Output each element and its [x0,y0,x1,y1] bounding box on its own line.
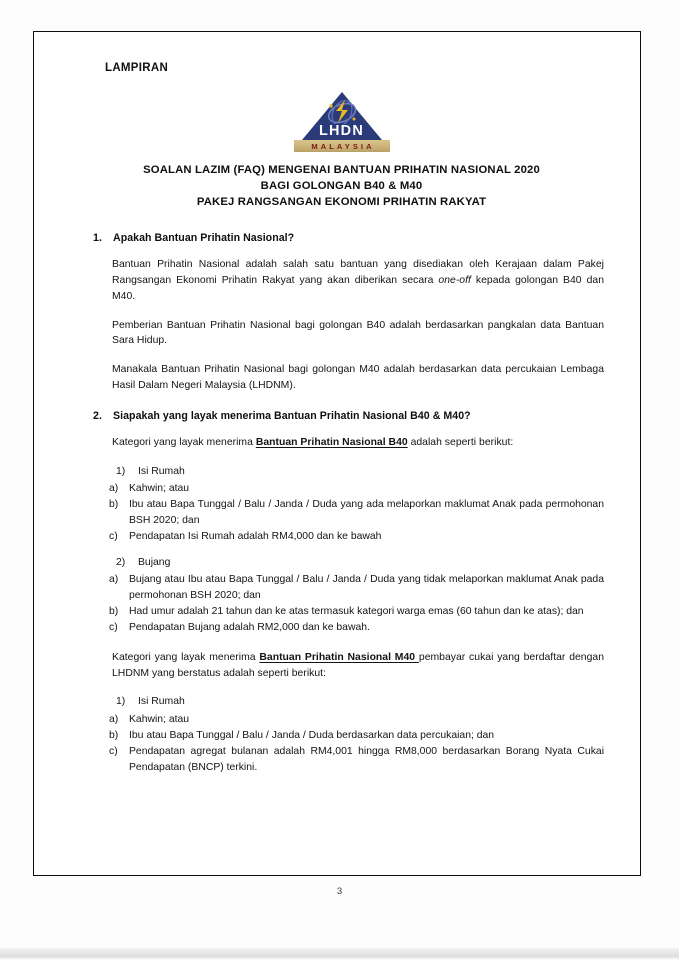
list-item [112,464,604,480]
b40-g2-item-c-marker: c) [109,622,118,634]
list-item [112,694,604,710]
question-1 [93,232,604,244]
question-2 [93,410,604,422]
b40-group-2-items [109,572,604,635]
m40-intro-post: pembayar cukai yang berdaftar dengan LHDNM yang berstatus adalah seperti berikut: [112,651,604,679]
question-1-text: Apakah Bantuan Prihatin Nasional? [113,232,295,245]
m40-g1-item-c-text: Pendapatan agregat bulanan adalah RM4,001 hingga RM8,000 berdasarkan Borang Nyata Cukai Pendapatan (BNCP) terkini. [129,746,604,773]
logo-triangle-icon [294,92,390,140]
logo-country-label: MALAYSIA [294,140,390,152]
m40-intro-pre: Kategori yang layak menerima [112,651,260,663]
document-border-frame [33,31,641,876]
b40-intro-post: adalah seperti berikut: [407,436,514,448]
m40-g1-item-a-text: Kahwin; atau [129,713,190,725]
b40-group-1-marker: 1) [116,465,126,477]
faq-item-2 [79,410,604,776]
b40-group-1-label: Isi Rumah [138,465,185,477]
question-2-number: 2. [93,409,102,422]
b40-g1-item-a-marker: a) [109,483,119,495]
b40-g1-item-a-text: Kahwin; atau [129,483,190,495]
lhdn-logo [79,92,604,152]
b40-g1-item-b-text: Ibu atau Bapa Tunggal / Balu / Janda / Duda yang ada melaporkan maklumat Anak pada permohonan BSH 2020; dan [129,499,604,526]
title-line-3: PAKEJ RANGSANGAN EKONOMI PRIHATIN RAKYAT [196,196,487,209]
b40-g2-item-b-marker: b) [109,605,119,617]
b40-group-1-items [109,481,604,544]
b40-g2-item-a-text: Bujang atau Ibu atau Bapa Tunggal / Balu / Janda / Duda yang tidak melaporkan maklumat Anak pada permohonan BSH 2020; dan [129,574,604,601]
b40-g1-item-c-text: Pendapatan Isi Rumah adalah RM4,000 dan ke bawah [129,531,382,543]
b40-g1-item-c-marker: c) [109,531,118,543]
answer-1-paragraph-3: Manakala Bantuan Prihatin Nasional bagi golongan M40 adalah berdasarkan data percukaian Lembaga Hasil Dalam Negeri Malaysia (LHDNM). [112,364,604,391]
question-2-text: Siapakah yang layak menerima Bantuan Prihatin Nasional B40 & M40? [113,409,471,422]
b40-g1-item-b-marker: b) [109,499,119,511]
list-item [109,604,604,620]
b40-intro-paragraph [112,435,604,451]
answer-1-paragraph-1 [112,257,604,304]
answer-1-p1-pre: Bantuan Prihatin Nasional adalah salah satu bantuan yang disediakan oleh Kerajaan dalam Pakej Rangsangan Ekonomi Prihatin Rakyat yang akan diberikan secara [112,259,604,286]
list-item [109,620,604,636]
logo-acronym: LHDN [318,122,365,139]
b40-group-2-marker: 2) [116,556,126,568]
page-number: 3 [336,886,343,897]
b40-g2-item-b-text: Had umur adalah 21 tahun dan ke atas termasuk kategori warga emas (60 tahun dan ke atas); dan [129,605,584,617]
answer-1-paragraph-2: Pemberian Bantuan Prihatin Nasional bagi golongan B40 adalah berdasarkan pangkalan data Bantuan Sara Hidup. [112,319,604,347]
lampiran-label: LAMPIRAN [105,62,169,74]
m40-g1-item-a-marker: a) [109,713,119,725]
list-item [109,481,604,497]
faq-item-1 [79,232,604,394]
list-item [109,744,604,775]
list-item [109,728,604,744]
m40-group-1-marker: 1) [116,696,126,708]
answer-1-p1-italic: one-off [438,274,471,286]
document-content [79,62,604,785]
b40-group-2 [112,555,604,571]
title-line-1: SOALAN LAZIM (FAQ) MENGENAI BANTUAN PRIHATIN NASIONAL 2020 [143,164,540,176]
b40-g2-item-c-text: Pendapatan Bujang adalah RM2,000 dan ke bawah. [129,622,370,634]
m40-intro-paragraph [112,650,604,682]
question-1-number: 1. [93,232,102,245]
logo-swoosh-icon [325,99,359,124]
m40-g1-item-b-text: Ibu atau Bapa Tunggal / Balu / Janda / Duda berdasarkan data percukaian; dan [129,730,495,742]
answer-1-p1-post: kepada golongan B40 dan M40. [112,274,604,302]
b40-intro-emphasis: Bantuan Prihatin Nasional B40 [255,436,408,448]
title-line-2: BAGI GOLONGAN B40 & M40 [260,180,423,193]
list-item [109,712,604,728]
b40-g2-item-a-marker: a) [109,574,119,586]
m40-group-1 [112,694,604,710]
list-item [109,529,604,545]
list-item [109,572,604,603]
b40-group-2-label: Bujang [138,556,171,568]
list-item [109,497,604,528]
page-bottom-edge [0,948,679,960]
b40-intro-pre: Kategori yang layak menerima [112,436,256,448]
m40-group-1-items [109,712,604,775]
m40-g1-item-c-marker: c) [109,746,118,758]
m40-intro-emphasis: Bantuan Prihatin Nasional M40 [259,651,419,663]
m40-group-1-label: Isi Rumah [138,696,185,708]
b40-group-1 [112,464,604,480]
list-item [112,555,604,571]
m40-g1-item-b-marker: b) [109,730,119,742]
document-title [79,162,604,210]
